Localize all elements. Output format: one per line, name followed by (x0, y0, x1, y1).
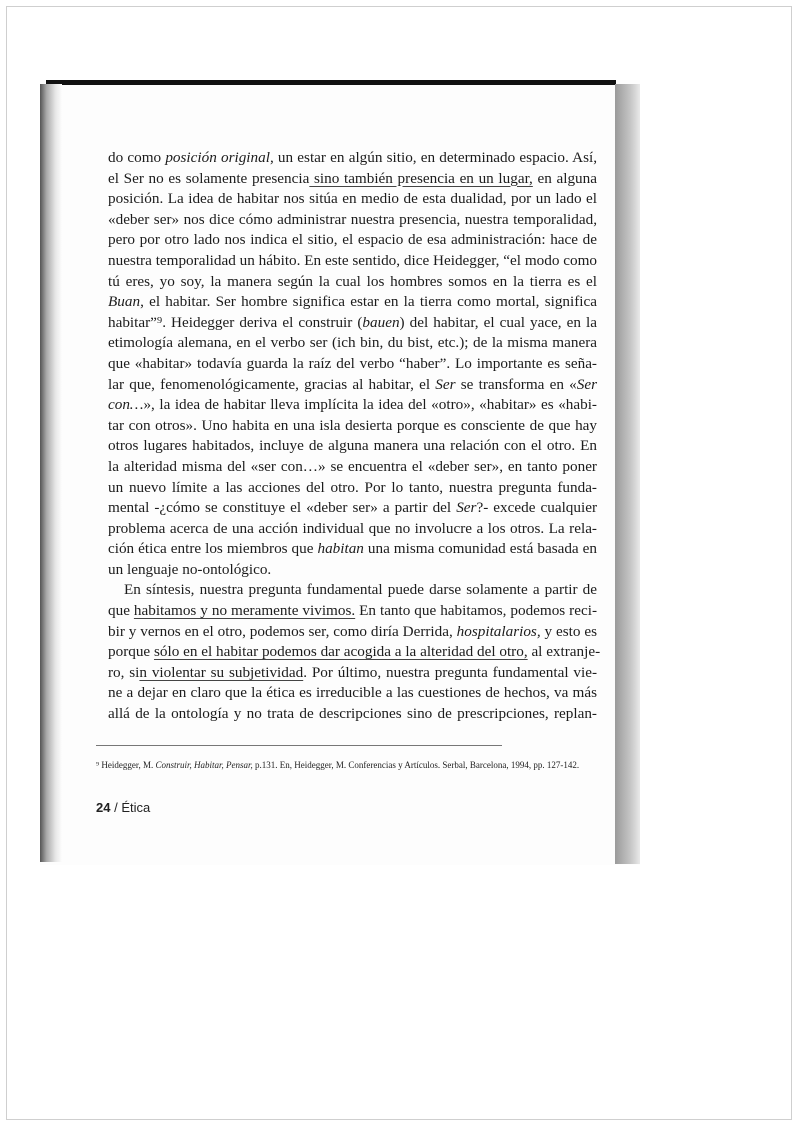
italic-text: hospitalarios, (456, 622, 541, 640)
text-run: ⁹ Heidegger, M. (96, 760, 156, 770)
text-run: se transforma en « (455, 375, 577, 393)
text-run: ro, si (108, 663, 140, 681)
folio-separator: / (110, 800, 122, 815)
text-run: el Ser no es solamente presencia (108, 169, 310, 187)
text-line (108, 560, 597, 581)
text-line (108, 663, 597, 684)
text-run: al extranje- (527, 643, 601, 661)
text-run: problema acerca de una acción individual que no involucre a los otros. La rela- (108, 519, 597, 537)
text-line (108, 436, 597, 457)
text-line (108, 354, 597, 375)
text-line (108, 169, 597, 190)
text-run: do como (108, 149, 166, 166)
text-run: mental -¿cómo se constituye el «deber ser» a partir del (108, 499, 457, 517)
italic-text: bauen (362, 313, 400, 331)
text-run: otros lugares habitados, incluye de alguna manera una relación con el otro. En (108, 437, 597, 455)
text-line (108, 148, 597, 169)
scan-right-edge (615, 84, 640, 864)
text-run: posición. La idea de habitar nos sitúa en medio de esta dualidad, por un lado el (108, 190, 597, 208)
text-run: , un estar en algún sitio, en determinado espacio. Así, (269, 149, 597, 166)
underlined-text: sino también presencia en un lugar, (309, 169, 533, 187)
footnote (96, 760, 579, 770)
text-run: porque (108, 643, 154, 661)
underlined-text: n violentar su subjetividad (139, 663, 304, 681)
underlined-text: habitamos y no meramente vivimos. (133, 602, 356, 620)
text-run: ción ética entre los miembros que (108, 540, 318, 558)
text-run: una misma comunidad está basada en (363, 540, 597, 558)
text-line (108, 292, 597, 313)
text-run: p.131. En, Heidegger, M. Conferencias y Artículos. Serbal, Barcelona, 1994, pp. 127-142. (252, 760, 580, 770)
text-run: un lenguaje no-ontológico. (108, 560, 272, 578)
text-run: nuestra temporalidad un hábito. En este sentido, dice Heidegger, “el modo como (108, 251, 597, 269)
underlined-text: sólo en el habitar podemos dar acogida a la alteridad del otro, (153, 643, 528, 661)
text-run: un nuevo límite a las acciones del otro. Por lo tanto, nuestra pregunta funda- (108, 478, 597, 496)
text-run: , el habitar. Ser hombre significa estar en la tierra como mortal, significa (140, 293, 597, 311)
text-line (108, 519, 597, 540)
text-line (108, 272, 597, 293)
italic-text: posición original (165, 149, 270, 166)
text-line (108, 683, 597, 704)
text-run: lar que, fenomenológicamente, gracias al habitar, el (108, 375, 436, 393)
text-line (108, 210, 597, 231)
text-line (108, 416, 597, 437)
italic-text: Buan (108, 293, 141, 311)
body-text (108, 148, 601, 725)
text-run: que «habitar» todavía guarda la raíz del verbo “haber”. Lo importante es seña- (108, 354, 597, 372)
text-line (108, 622, 597, 643)
italic-text: Construir, Habitar, Pensar, (155, 760, 253, 770)
text-run: que (108, 602, 134, 620)
text-run: ?- excede cualquier (476, 499, 598, 517)
text-run: . Por último, nuestra pregunta fundamental vie- (303, 663, 597, 681)
text-run: tar con otros». Uno habita en una isla desierta porque es consciente de que hay (108, 416, 597, 434)
text-run: ne a dejar en claro que la ética es irreducible a las cuestiones de hechos, va más (108, 684, 597, 702)
scan-top-edge (46, 80, 616, 85)
text-run: etimología alemana, en el verbo ser (ich bin, du bist, etc.); de la misma manera (108, 334, 597, 352)
text-run: ) del habitar, el cual yace, en la (399, 313, 597, 331)
text-line (108, 580, 597, 601)
text-run: habitar”⁹. Heidegger deriva el construir ( (108, 313, 363, 331)
text-line (108, 478, 597, 499)
text-run: «deber ser» nos dice cómo administrar nuestra presencia, nuestra temporalidad, (108, 210, 597, 228)
italic-text: Ser (576, 375, 598, 393)
italic-text: Ser (456, 499, 477, 517)
text-run: en alguna (532, 169, 597, 187)
page-folio (96, 800, 150, 815)
text-line (108, 333, 597, 354)
text-line (108, 642, 601, 663)
text-line (108, 313, 597, 334)
text-line (108, 189, 597, 210)
text-line (108, 704, 597, 725)
text-run: En tanto que habitamos, podemos reci- (355, 602, 597, 620)
text-run: bir y vernos en el otro, podemos ser, como diría Derrida, (108, 622, 457, 640)
text-line (108, 457, 597, 478)
text-run: allá de la ontología y no trata de descripciones sino de prescripciones, replan- (108, 705, 597, 723)
book-spine-shadow (40, 84, 62, 862)
page-number: 24 (96, 800, 111, 815)
text-run: tú eres, yo soy, la manera según la cual los hombres somos en la tierra es el (108, 272, 597, 290)
italic-text: habitan (317, 540, 364, 558)
text-run: pero por otro lado nos indica el sitio, el espacio de esa administración: hace de (108, 231, 597, 249)
text-line (108, 251, 597, 272)
footnote-rule (96, 745, 502, 746)
text-run: », la idea de habitar lleva implícita la idea del «otro», «habitar» es «habi- (143, 396, 597, 414)
text-run: En síntesis, nuestra pregunta fundamental puede darse solamente a partir de (124, 581, 597, 599)
book-title: Ética (121, 800, 151, 815)
italic-text: Ser (435, 375, 456, 393)
text-line (108, 498, 597, 519)
text-line (108, 230, 597, 251)
text-run: la alteridad misma del «ser con…» se encuentra el «deber ser», en tanto poner (108, 457, 597, 475)
text-run: y esto es (540, 622, 598, 640)
text-line (108, 539, 597, 560)
text-line (108, 601, 597, 622)
text-line (108, 375, 597, 396)
italic-text: con… (108, 396, 144, 414)
text-line (108, 395, 597, 416)
